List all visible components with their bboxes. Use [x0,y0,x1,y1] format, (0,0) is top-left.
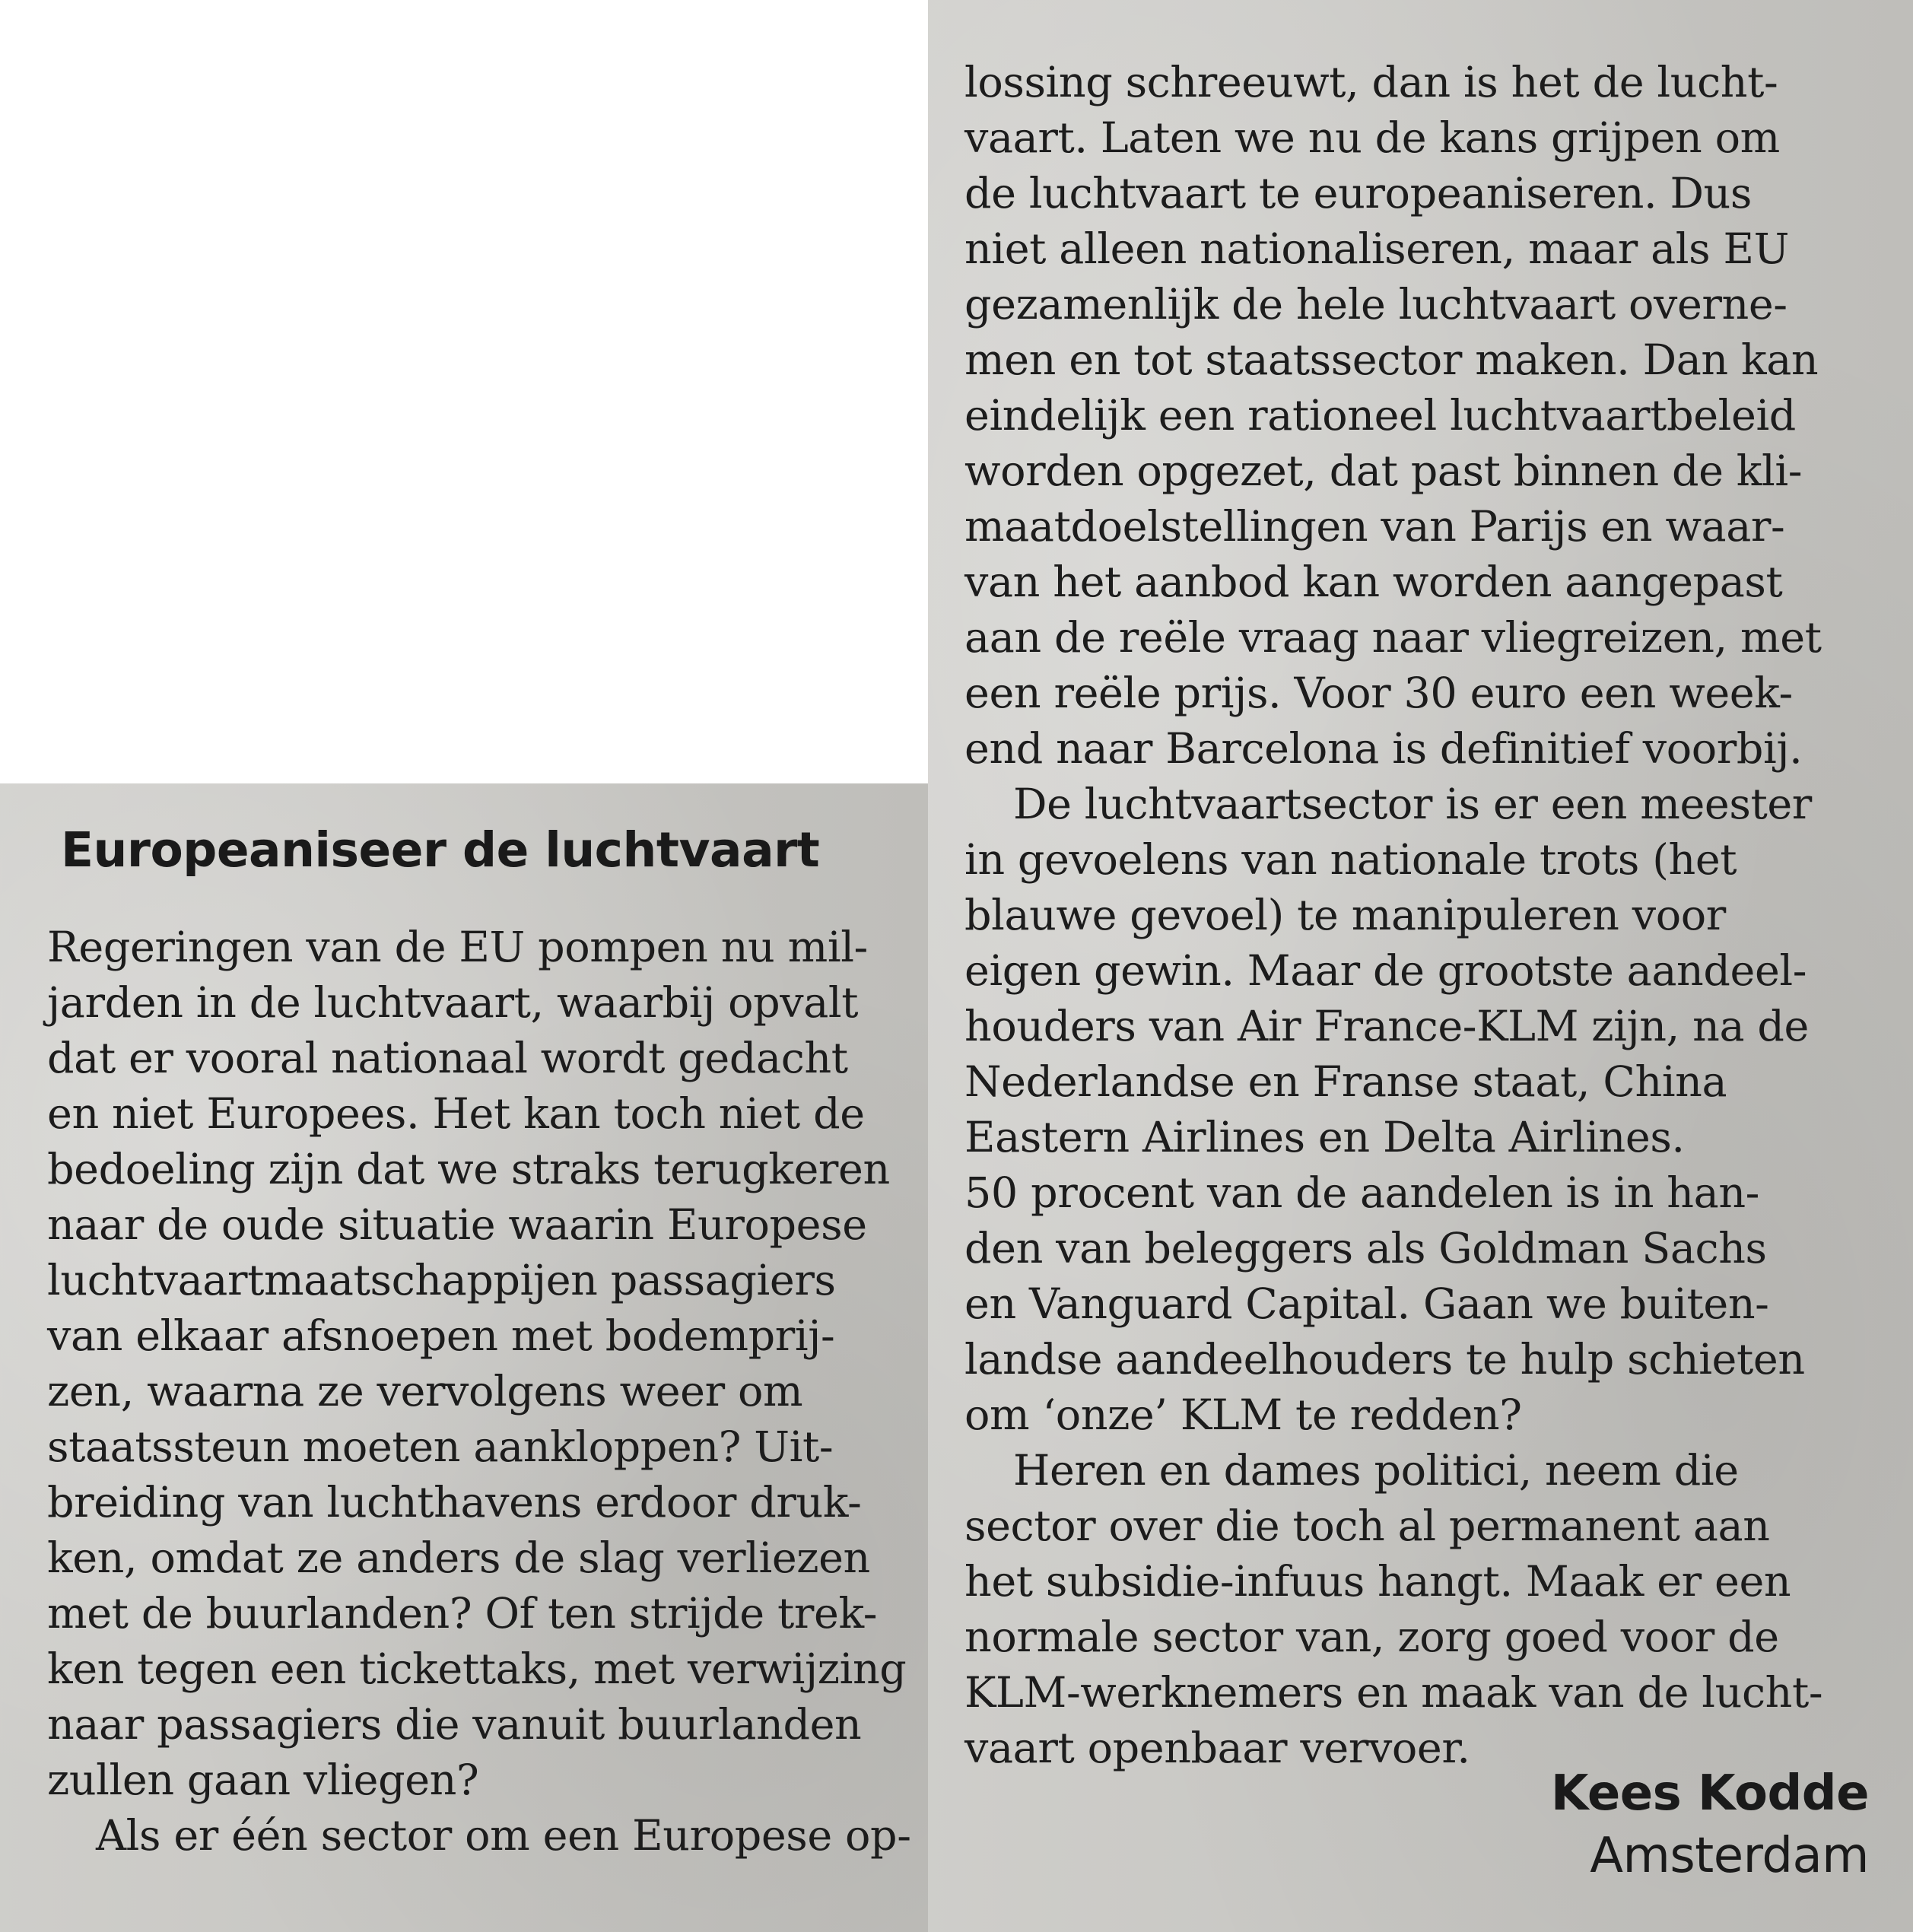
author-city: Amsterdam [1590,1828,1869,1884]
text-line: naar de oude situatie waarin Europese [47,1200,867,1250]
text-line: dat er vooral nationaal wordt gedacht [47,1034,848,1083]
text-line: den van beleggers als Goldman Sachs [964,1224,1767,1273]
text-line: lossing schreeuwt, dan is het de lucht- [964,58,1778,107]
text-line: aan de reële vraag naar vliegreizen, met [964,613,1822,663]
text-line: Heren en dames politici, neem die [1013,1446,1739,1495]
text-line: Eastern Airlines en Delta Airlines. [964,1113,1685,1162]
text-line: Als er één sector om een Europese op- [96,1811,911,1861]
text-line: van het aanbod kan worden aangepast [964,558,1783,607]
article-headline: Europeaniseer de luchtvaart [61,822,820,878]
text-line: een reële prijs. Voor 30 euro een week- [964,669,1793,718]
text-line: eigen gewin. Maar de grootste aandeel- [964,946,1807,996]
text-line: vaart openbaar vervoer. [964,1724,1470,1773]
text-line: De luchtvaartsector is er een meester [1013,780,1812,829]
text-line: end naar Barcelona is definitief voorbij. [964,724,1803,774]
text-line: de luchtvaart te europeaniseren. Dus [964,169,1752,218]
text-line: ken tegen een tickettaks, met verwijzing [47,1644,907,1694]
text-line: van elkaar afsnoepen met bodemprij- [47,1311,835,1361]
text-line: houders van Air France-KLM zijn, na de [964,1002,1809,1051]
blank-area [0,0,928,783]
text-line: staatssteun moeten aankloppen? Uit- [47,1422,834,1472]
text-line: landse aandeelhouders te hulp schieten [964,1335,1805,1384]
text-line: en niet Europees. Het kan toch niet de [47,1089,865,1139]
text-line: sector over die toch al permanent aan [964,1501,1770,1551]
text-line: niet alleen nationaliseren, maar als EU [964,224,1789,274]
text-line: eindelijk een rationeel luchtvaartbeleid [964,391,1796,440]
text-line: gezamenlijk de hele luchtvaart overne- [964,280,1787,329]
text-line: breiding van luchthavens erdoor druk- [47,1478,862,1527]
text-line: KLM-werknemers en maak van de lucht- [964,1668,1823,1718]
text-line: worden opgezet, dat past binnen de kli- [964,446,1803,496]
text-line: 50 procent van de aandelen is in han- [964,1168,1760,1218]
text-line: bedoeling zijn dat we straks terugkeren [47,1145,890,1194]
text-line: ken, omdat ze anders de slag verliezen [47,1533,870,1583]
text-line: normale sector van, zorg goed voor de [964,1613,1779,1662]
text-line: zullen gaan vliegen? [47,1756,479,1805]
text-line: en Vanguard Capital. Gaan we buiten- [964,1279,1769,1329]
text-line: blauwe gevoel) te manipuleren voor [964,891,1726,940]
text-line: maatdoelstellingen van Parijs en waar- [964,502,1785,551]
text-line: Nederlandse en Franse staat, China [964,1057,1727,1107]
text-line: naar passagiers die vanuit buurlanden [47,1700,862,1749]
text-line: Regeringen van de EU pompen nu mil- [47,923,868,972]
author-name: Kees Kodde [1550,1765,1869,1822]
left-text-column [47,920,914,1864]
right-text-column [964,55,1892,1776]
text-line: vaart. Laten we nu de kans grijpen om [964,113,1780,163]
text-line: om ‘onze’ KLM te redden? [964,1390,1522,1440]
text-line: in gevoelens van nationale trots (het [964,835,1737,885]
text-line: jarden in de luchtvaart, waarbij opvalt [47,978,859,1028]
text-line: men en tot staatssector maken. Dan kan [964,335,1819,385]
text-line: het subsidie-infuus hangt. Maak er een [964,1557,1791,1606]
text-line: luchtvaartmaatschappijen passagiers [47,1256,836,1305]
text-line: zen, waarna ze vervolgens weer om [47,1367,803,1416]
text-line: met de buurlanden? Of ten strijde trek- [47,1589,878,1638]
